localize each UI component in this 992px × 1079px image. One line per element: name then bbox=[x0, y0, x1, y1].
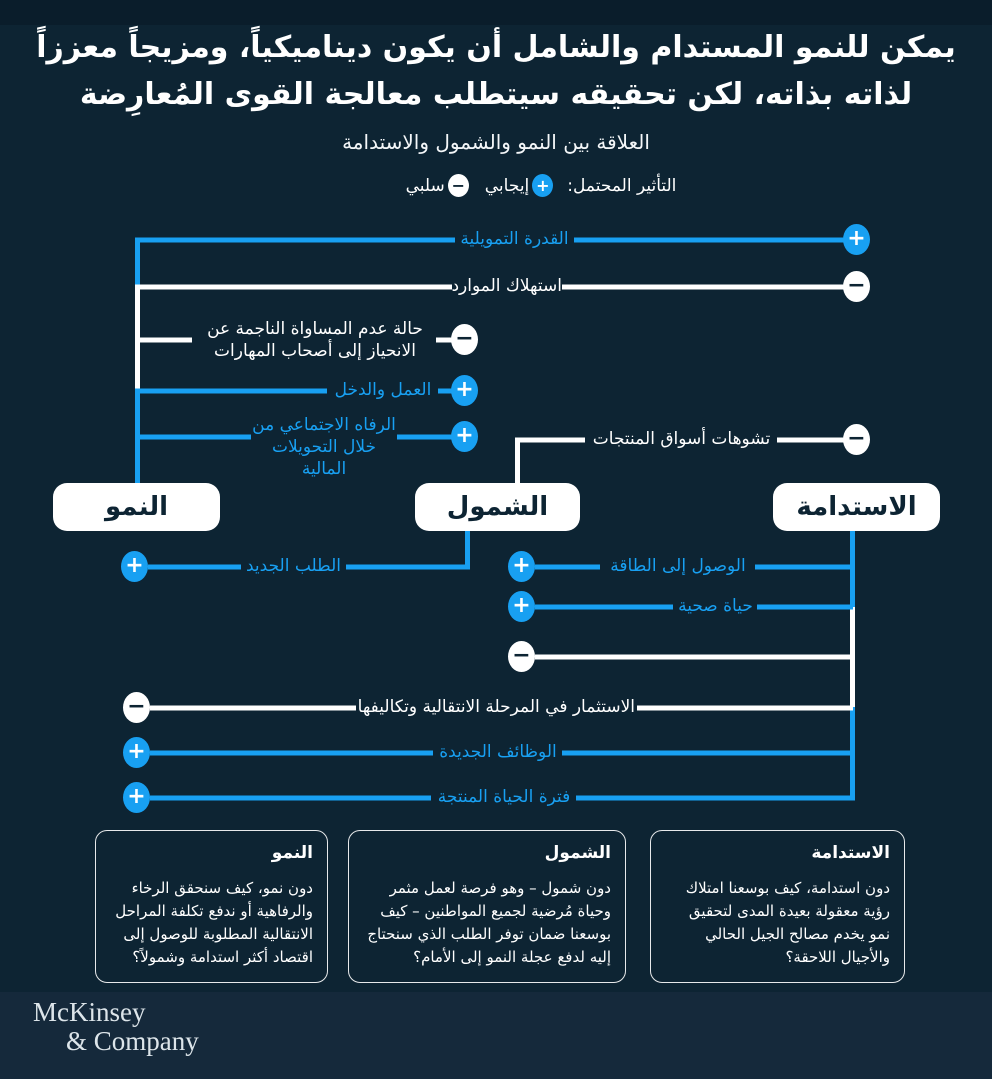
edge-label-work-and-income: العمل والدخل bbox=[334, 380, 432, 400]
plus-icon-healthy-life: + bbox=[508, 591, 535, 622]
legend-positive-label: إيجابي bbox=[484, 175, 530, 196]
plus-icon-productive-lifespan: + bbox=[123, 782, 150, 813]
edge-label-energy-access: الوصول إلى الطاقة bbox=[610, 556, 746, 576]
node-growth: النمو bbox=[53, 483, 220, 531]
logo-line-2: & Company bbox=[66, 1026, 199, 1056]
node-sustainability: الاستدامة bbox=[773, 483, 940, 531]
minus-icon-product-market-distortions: − bbox=[843, 424, 870, 455]
question-box-sustainability bbox=[650, 830, 905, 983]
edge-label-product-market-distortions: تشوهات أسواق المنتجات bbox=[592, 429, 771, 449]
edge-label-skill-bias-inequality: حالة عدم المساواة الناجمة عن الانحياز إلى أصحاب المهارات bbox=[207, 319, 423, 361]
page-subtitle: العلاقة بين النمو والشمول والاستدامة bbox=[342, 130, 650, 154]
plus-icon-new-jobs: + bbox=[123, 737, 150, 768]
edge-label-new-jobs: الوظائف الجديدة bbox=[439, 742, 557, 762]
minus-icon-transition-cost-to-inclusion: − bbox=[508, 641, 535, 672]
plus-icon-new-demand: + bbox=[121, 551, 148, 582]
question-box-sustainability-body: دون استدامة، كيف بوسعنا امتلاك رؤية معقولة بعيدة المدى لتحقيق نمو يخدم مصالح الجيل الحالي والأجيال اللاحقة؟ bbox=[685, 879, 890, 966]
question-box-growth-title: النمو bbox=[271, 843, 313, 863]
edge-label-new-demand: الطلب الجديد bbox=[245, 556, 342, 576]
logo-line-1: McKinsey bbox=[33, 997, 146, 1027]
legend-label: التأثير المحتمل: bbox=[567, 175, 677, 196]
title-line-1: يمكن للنمو المستدام والشامل أن يكون ديناميكياً، ومزيجاً معززاً bbox=[36, 30, 956, 65]
plus-icon-energy-access: + bbox=[508, 551, 535, 582]
minus-icon: − bbox=[448, 174, 469, 197]
minus-icon-resource-consumption: − bbox=[843, 271, 870, 302]
question-box-inclusion-title: الشمول bbox=[544, 843, 611, 863]
edge-label-funding-capacity: القدرة التمويلية bbox=[460, 229, 569, 249]
question-box-inclusion bbox=[348, 830, 626, 983]
plus-icon-funding-capacity: + bbox=[843, 224, 870, 255]
question-box-inclusion-body: دون شمول – وهو فرصة لعمل مثمر وحياة مُرضية لجميع المواطنين – كيف بوسعنا ضمان توفر الطلب الذي سنحتاج إليه لدفع عجلة النمو إلى الأمام؟ bbox=[367, 879, 611, 966]
legend-negative-label: سلبي bbox=[405, 175, 445, 196]
plus-icon-social-welfare-transfers: + bbox=[451, 421, 478, 452]
edge-label-resource-consumption: استهلاك الموارد bbox=[451, 276, 562, 296]
title-line-2: لذاته بذاته، لكن تحقيقه سيتطلب معالجة القوى المُعارِضة bbox=[79, 77, 913, 112]
edge-label-social-welfare-transfers: الرفاه الاجتماعي من خلال التحويلات المالية bbox=[252, 415, 396, 479]
edge-label-productive-lifespan: فترة الحياة المنتجة bbox=[437, 787, 571, 807]
plus-icon: + bbox=[532, 174, 553, 197]
minus-icon-skill-bias-inequality: − bbox=[451, 324, 478, 355]
edge-label-transition-investment-costs: الاستثمار في المرحلة الانتقالية وتكاليفها bbox=[357, 697, 635, 717]
question-box-sustainability-title: الاستدامة bbox=[811, 843, 890, 863]
question-box-growth-body: دون نمو، كيف سنحقق الرخاء والرفاهية أو ندفع تكلفة المراحل الانتقالية المطلوبة للوصول إلى اقتصاد أكثر استدامة وشمولاً؟ bbox=[115, 879, 313, 966]
mckinsey-logo bbox=[33, 998, 199, 1056]
plus-icon-work-and-income: + bbox=[451, 375, 478, 406]
question-box-growth bbox=[95, 830, 328, 983]
minus-icon-transition-investment-costs: − bbox=[123, 692, 150, 723]
edge-label-healthy-life: حياة صحية bbox=[678, 596, 753, 616]
node-inclusion: الشمول bbox=[415, 483, 580, 531]
